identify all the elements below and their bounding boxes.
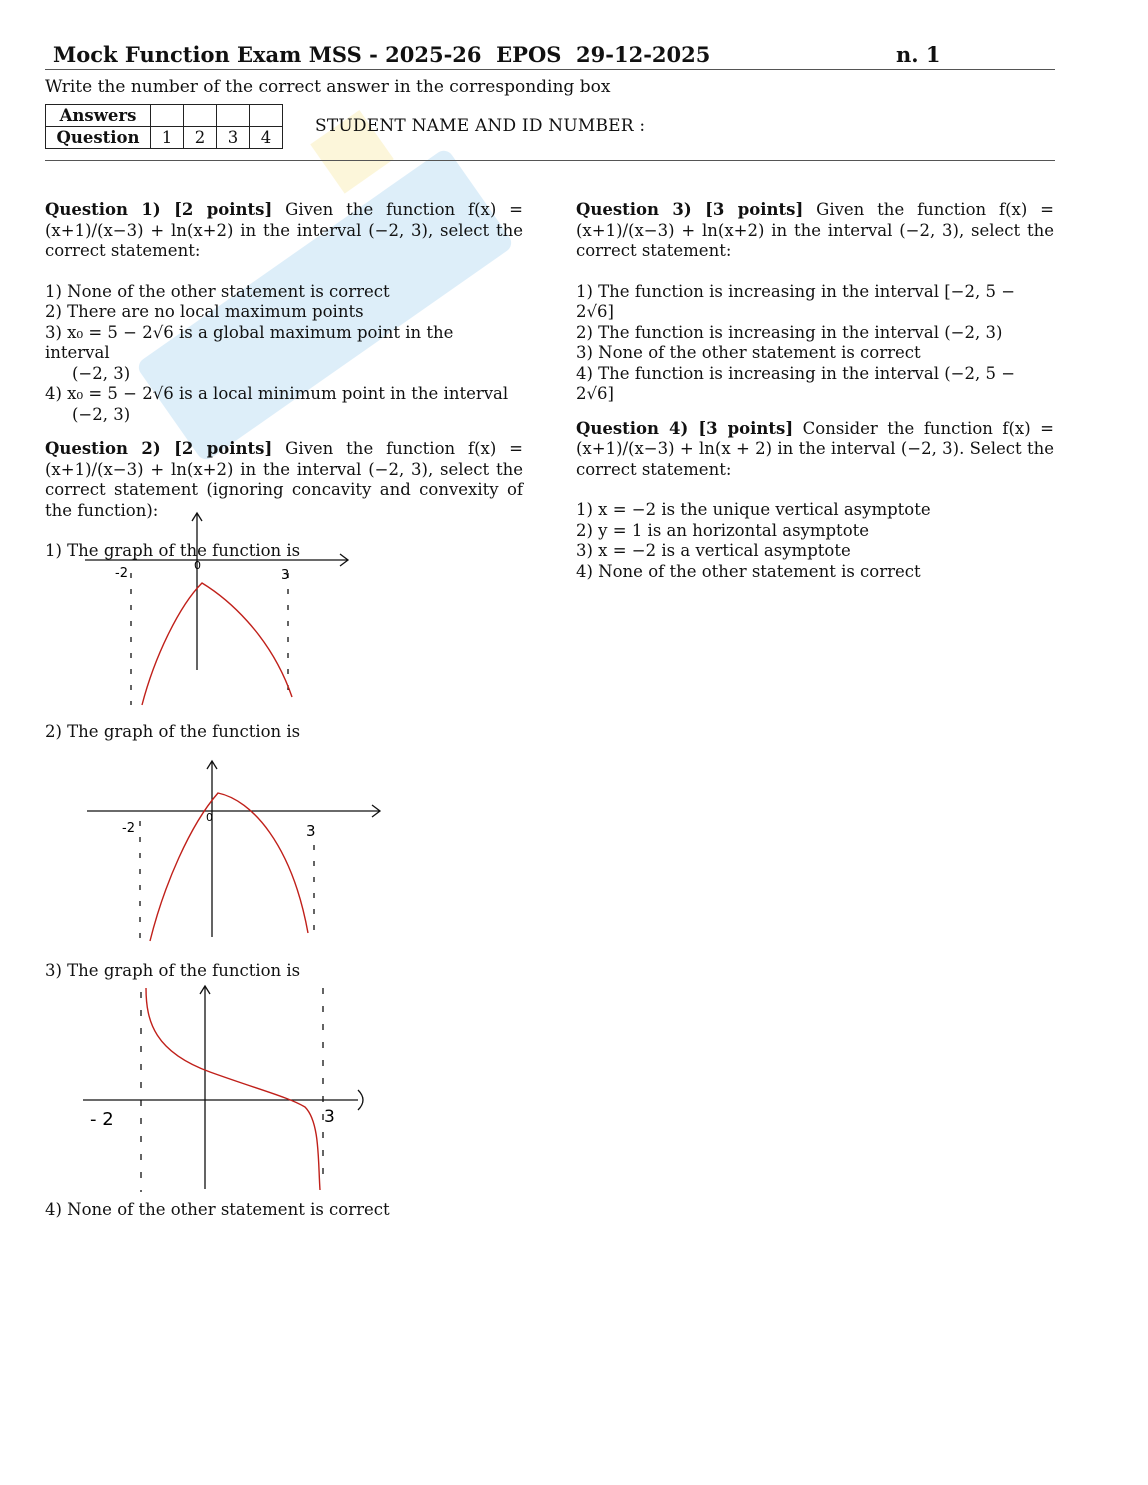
x-axis-arrow <box>358 1090 363 1110</box>
question-label: Question <box>46 127 151 149</box>
q1-option-4 <box>45 384 523 425</box>
q1-option-1: 1) None of the other statement is correct <box>45 281 390 301</box>
header-bottom-rule <box>45 160 1055 161</box>
graph-option-2 <box>82 755 387 945</box>
question-4-text: Consider the function f(x) = (x+1)/(x−3) + ln(x + 2) in the interval (−2, 3). Select the correct statement: <box>576 418 1054 479</box>
function-curve <box>150 793 308 941</box>
q1-option-4-interval: (−2, 3) <box>72 404 131 424</box>
q2-option-2: 2) The graph of the function is <box>45 722 301 741</box>
tick-label-right: 3 <box>324 1107 335 1127</box>
header-rule <box>45 69 1055 70</box>
q4-option-2: 2) y = 1 is an horizontal asymptote <box>576 520 870 540</box>
q3-option-4: 4) The function is increasing in the interval (−2, 5 − 2√6] <box>576 363 1016 403</box>
question-4-head: Question 4) [3 points] <box>576 418 794 438</box>
question-2-head: Question 2) [2 points] <box>45 439 273 458</box>
q1-option-3 <box>45 323 523 385</box>
answer-table <box>45 104 283 149</box>
answer-box-1[interactable] <box>151 105 184 127</box>
instruction-text: Write the number of the correct answer in the corresponding box <box>45 77 611 97</box>
answers-label: Answers <box>46 105 151 127</box>
question-2-text: Given the function f(x) = (x+1)/(x−3) + ln(x+2) in the interval (−2, 3), select the correct statement (ignoring concavity and convexity of the function): <box>45 439 523 520</box>
question-1 <box>45 200 523 262</box>
answer-box-4[interactable] <box>250 105 283 127</box>
q3-option-2: 2) The function is increasing in the interval (−2, 3) <box>576 322 1003 342</box>
q4-option-4: 4) None of the other statement is correct <box>576 561 921 581</box>
origin-label: 0 <box>206 811 213 824</box>
q2-option-4-row <box>45 1200 523 1221</box>
question-1-head: Question 1) [2 points] <box>45 200 273 219</box>
question-4 <box>576 419 1054 481</box>
q3-option-1: 1) The function is increasing in the interval [−2, 5 − 2√6] <box>576 281 1016 321</box>
question-3-head: Question 3) [3 points] <box>576 200 804 219</box>
tick-label-left: - 2 <box>90 1109 114 1130</box>
q2-option-3-row <box>45 961 523 982</box>
answer-box-2[interactable] <box>184 105 217 127</box>
q1-option-4-text: 4) x₀ = 5 − 2√6 is a local minimum point in the interval <box>45 384 509 403</box>
q2-option-2-row <box>45 722 523 743</box>
exam-title: Mock Function Exam MSS - 2025-26 EPOS 29-12-2025 <box>53 42 711 67</box>
origin-label: 0 <box>194 559 201 572</box>
tick-label-right: 3 <box>281 568 290 583</box>
student-name-label: STUDENT NAME AND ID NUMBER : <box>315 116 646 136</box>
question-number-1: 1 <box>151 127 184 149</box>
right-column <box>576 200 1054 582</box>
function-curve <box>146 988 320 1190</box>
question-1-text: Given the function f(x) = (x+1)/(x−3) + ln(x+2) in the interval (−2, 3), select the correct statement: <box>45 200 523 260</box>
q2-option-3: 3) The graph of the function is <box>45 961 301 980</box>
q4-option-1: 1) x = −2 is the unique vertical asymptote <box>576 500 931 519</box>
question-3-text: Given the function f(x) = (x+1)/(x−3) + ln(x+2) in the interval (−2, 3), select the correct statement: <box>576 200 1054 260</box>
q1-option-2: 2) There are no local maximum points <box>45 302 364 321</box>
tick-label-right: 3 <box>306 822 316 840</box>
q4-option-3: 3) x = −2 is a vertical asymptote <box>576 541 851 560</box>
answer-box-3[interactable] <box>217 105 250 127</box>
function-curve <box>142 583 292 705</box>
tick-label-left: -2 <box>115 566 128 581</box>
question-number-4: 4 <box>250 127 283 149</box>
q2-option-1: 1) The graph of the function is <box>45 541 301 560</box>
q1-option-3-text: 3) x₀ = 5 − 2√6 is a global maximum point in the interval <box>45 322 454 362</box>
exam-number: n. 1 <box>896 42 941 67</box>
q2-option-4: 4) None of the other statement is correct <box>45 1200 390 1219</box>
q3-option-3: 3) None of the other statement is correct <box>576 343 921 362</box>
tick-label-left: -2 <box>122 821 135 836</box>
graph-option-1 <box>80 505 360 715</box>
question-3 <box>576 200 1054 262</box>
q1-option-3-interval: (−2, 3) <box>72 363 131 383</box>
question-number-2: 2 <box>184 127 217 149</box>
question-number-3: 3 <box>217 127 250 149</box>
graph-option-3 <box>80 982 380 1197</box>
